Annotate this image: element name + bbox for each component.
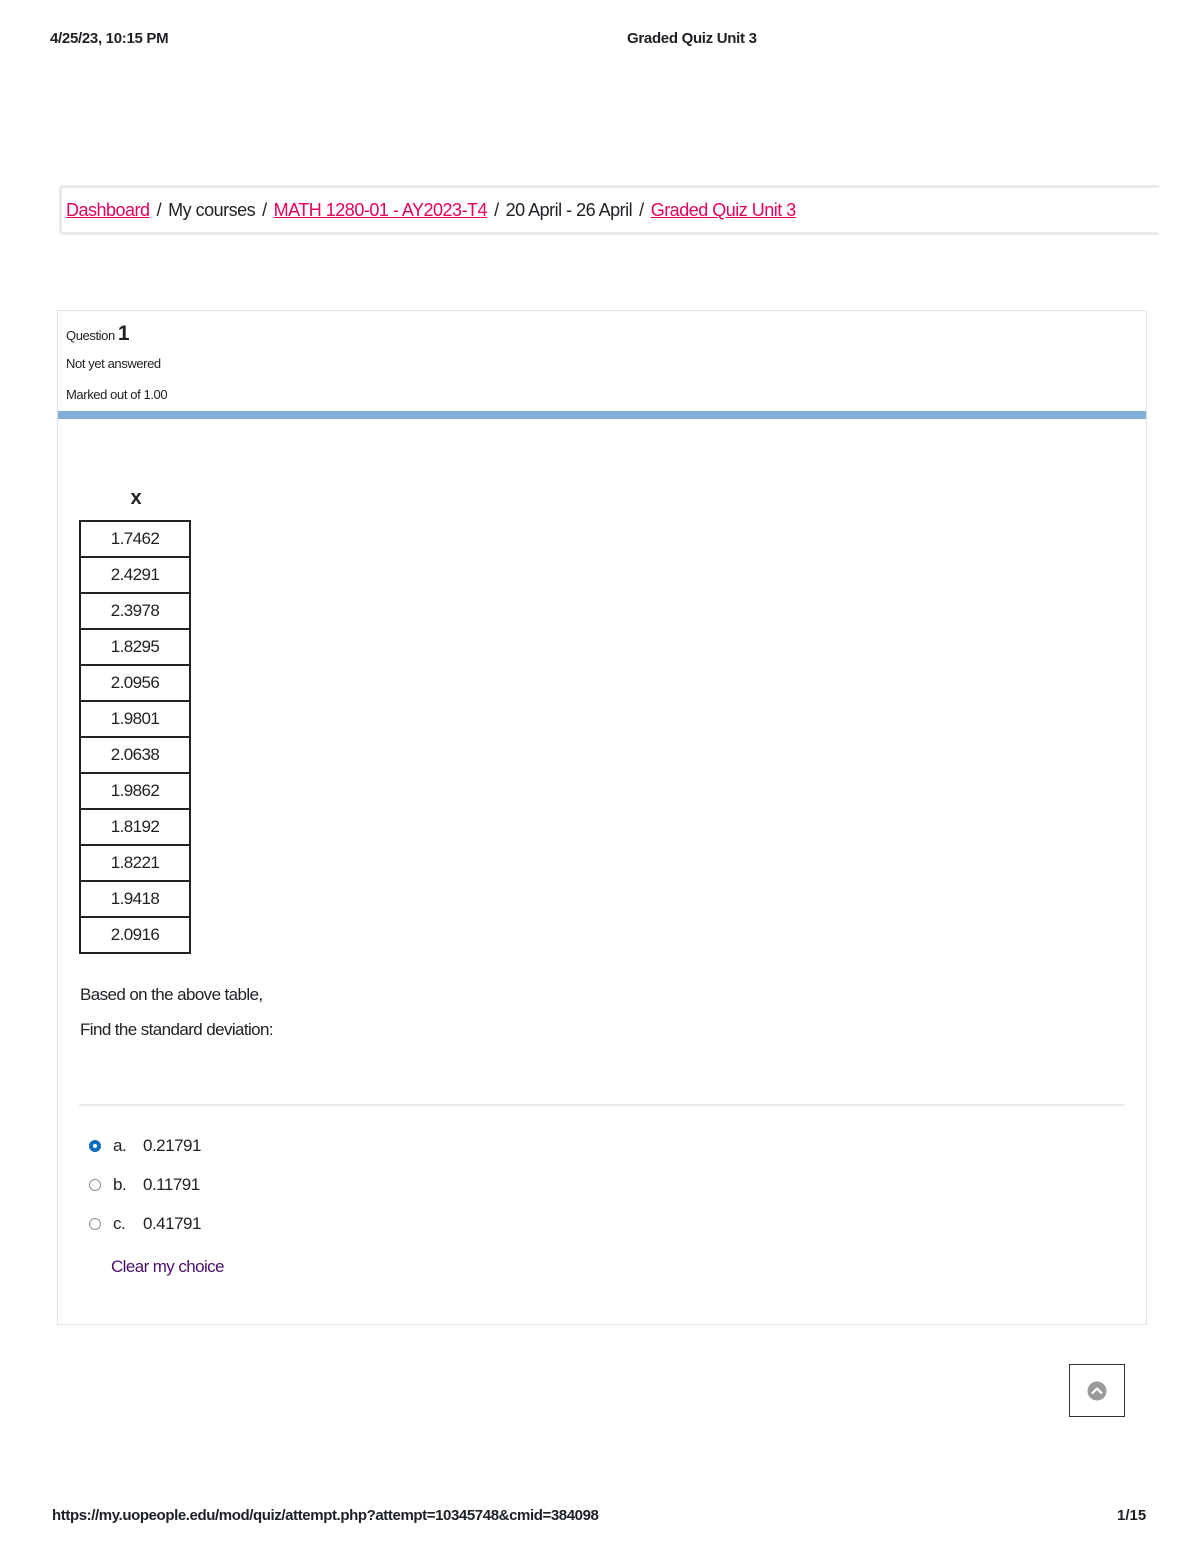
question-info <box>66 322 129 346</box>
breadcrumb-separator: / <box>156 200 162 220</box>
question-prompt-line1: Based on the above table, <box>80 985 263 1004</box>
table-cell: 1.7462 <box>80 521 190 557</box>
table-cell: 2.3978 <box>80 593 190 629</box>
question-header-bar <box>58 411 1146 419</box>
radio-selected-icon[interactable] <box>89 1140 101 1152</box>
radio-unselected-icon[interactable] <box>89 1179 101 1191</box>
print-page-number: 1/15 <box>1117 1507 1147 1524</box>
breadcrumb <box>66 200 796 221</box>
print-datetime: 4/25/23, 10:15 PM <box>50 30 169 47</box>
question-card <box>57 310 1147 1325</box>
breadcrumb-separator: / <box>639 200 644 220</box>
table-cell: 1.9862 <box>80 773 190 809</box>
option-value: 0.11791 <box>143 1175 200 1194</box>
table-cell: 2.0916 <box>80 917 190 953</box>
breadcrumb-quiz-link[interactable]: Graded Quiz Unit 3 <box>650 200 796 220</box>
table-header-x: x <box>130 487 142 509</box>
table-cell: 1.9801 <box>80 701 190 737</box>
clear-choice-link[interactable]: Clear my choice <box>111 1257 224 1276</box>
option-value: 0.21791 <box>143 1136 201 1155</box>
option-letter: a. <box>113 1136 127 1155</box>
back-to-top-button[interactable] <box>1069 1364 1125 1417</box>
breadcrumb-separator: / <box>262 200 267 220</box>
table-cell: 1.8192 <box>80 809 190 845</box>
breadcrumb-my-courses: My courses <box>168 200 256 220</box>
question-grade: Marked out of 1.00 <box>66 387 168 402</box>
question-number: 1 <box>117 322 130 345</box>
question-prompt-line2: Find the standard deviation: <box>80 1020 274 1039</box>
option-letter: c. <box>113 1214 126 1233</box>
question-state: Not yet answered <box>66 356 161 371</box>
answer-option-b[interactable] <box>89 1174 200 1196</box>
radio-unselected-icon[interactable] <box>89 1218 101 1230</box>
table-cell: 2.0956 <box>80 665 190 701</box>
breadcrumb-course-link[interactable]: MATH 1280-01 - AY2023-T4 <box>273 200 488 220</box>
print-url: https://my.uopeople.edu/mod/quiz/attempt.php?attempt=10345748&cmid=384098 <box>52 1507 599 1524</box>
table-cell: 2.4291 <box>80 557 190 593</box>
answer-option-c[interactable] <box>89 1213 201 1235</box>
breadcrumb-week: 20 April - 26 April <box>505 200 633 220</box>
arrow-up-circle-icon <box>1087 1381 1107 1401</box>
question-label: Question <box>66 328 115 343</box>
table-cell: 1.9418 <box>80 881 190 917</box>
answer-option-a[interactable] <box>89 1135 201 1157</box>
print-page-title: Graded Quiz Unit 3 <box>627 30 757 47</box>
data-table <box>79 520 191 954</box>
answer-divider <box>79 1104 1125 1106</box>
table-cell: 1.8295 <box>80 629 190 665</box>
table-cell: 1.8221 <box>80 845 190 881</box>
breadcrumb-dashboard-link[interactable]: Dashboard <box>66 200 150 220</box>
option-letter: b. <box>113 1175 127 1194</box>
breadcrumb-separator: / <box>494 200 499 220</box>
table-cell: 2.0638 <box>80 737 190 773</box>
option-value: 0.41791 <box>143 1214 201 1233</box>
